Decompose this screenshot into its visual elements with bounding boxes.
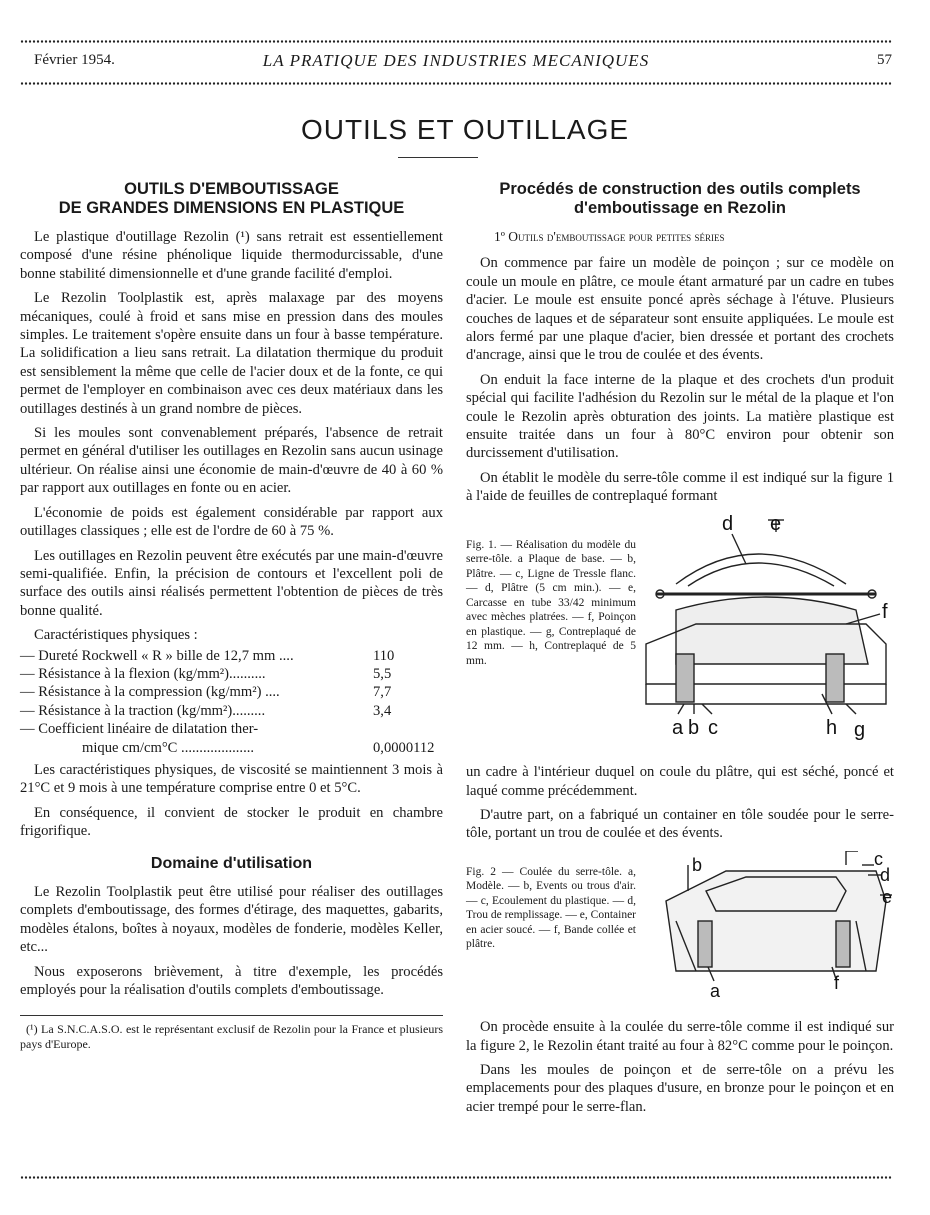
- header-journal: LA PRATIQUE DES INDUSTRIES MECANIQUES: [262, 51, 650, 70]
- fig1-letter: a: [672, 716, 684, 739]
- figure-1: [466, 514, 894, 751]
- paragraph: Le plastique d'outillage Rezolin (¹) sans retrait est essentiellement composé d'une résine phénolique liquide thermodurcissable, d'une bonne stabilité dimensionnelle et d'une grande facilité d'emploi.: [20, 229, 443, 282]
- paragraph: Nous exposerons brièvement, à titre d'exemple, les procédés employés pour la réalisation d'outils complets d'emboutissage.: [20, 963, 443, 999]
- fig2-letter: a: [710, 980, 721, 1001]
- page-header: [20, 52, 892, 74]
- fig2-letter: c: [874, 850, 883, 869]
- spec-value: 0,0000112: [373, 739, 435, 756]
- fig2-letter: b: [692, 854, 703, 875]
- paragraph: Si les moules sont convenablement préparés, l'absence de retrait permet en général d'utiliser les outillages en Rezolin sans aucun usinage ultérieur. On réalise ainsi une économie de main-d'œuvre de 40 à 60 % par rapport aux outillages en fonte ou en acier.: [20, 425, 443, 497]
- right-column: [466, 180, 894, 1122]
- spec-label: mique cm/cm°C ....................: [82, 739, 255, 756]
- spec-row: [20, 702, 443, 720]
- figure-1-illustration: [636, 514, 894, 751]
- spec-value: 7,7: [373, 684, 392, 701]
- specs-title: Caractéristiques physiques :: [34, 627, 198, 644]
- subsection-title: 1º Outils d'emboutissage pour petites séries: [494, 229, 725, 244]
- fig1-letter: g: [854, 718, 866, 741]
- paragraph: On enduit la face interne de la plaque et des crochets d'un produit spécial qui facilite l'adhésion du Rezolin sur le métal de la plaque et l'on coule le Rezolin après obturation des joints. La matière plastique est ensuite traitée dans un four à 80°C environ pour obtenir son durcissement d'utilisation.: [466, 371, 894, 462]
- footnote-rule: [20, 1015, 443, 1016]
- spec-value: [373, 720, 443, 738]
- right-article-title: [466, 180, 894, 218]
- paragraph: En conséquence, il convient de stocker le produit en chambre frigorifique.: [20, 804, 443, 840]
- figure-2: [466, 851, 894, 1006]
- spec-row: [20, 720, 443, 738]
- fig2-letter: d: [880, 864, 891, 885]
- spec-label: — Coefficient linéaire de dilatation ther-: [20, 721, 259, 738]
- spec-value: 3,4: [373, 702, 392, 719]
- paragraph: Le Rezolin Toolplastik peut être utilisé pour réaliser des outillages complets d'emboutissage, des formes d'étirage, des maquettes, gabarits, modèles étalons, boîtes à noyaux, modèles de fonderie, modèles Keller, etc...: [20, 884, 443, 956]
- bottom-dotted-rule: [20, 1176, 892, 1179]
- header-date: Février 1954.: [34, 52, 115, 68]
- figure-1-caption: Fig. 1. — Réalisation du modèle du serre-tôle. a Plaque de base. — b, Plâtre. — c, Ligne de Tressle flanc. — d, Plâtre (5 cm min.). — e, Carcasse en tube 33/42 minimum avec mèches platrées. — f, Poinçon en plastique. — g, Contreplaqué de 12 mm. — h, Contreplaqué de 5 mm.: [466, 538, 636, 667]
- spec-label: — Dureté Rockwell « R » bille de 12,7 mm ....: [20, 647, 294, 664]
- paragraph: D'autre part, on a fabriqué un container en tôle soudée pour le serre-tôle, portant un trou de coulée et des évents.: [466, 806, 894, 842]
- paragraph: Dans les moules de poinçon et de serre-tôle on a prévu les emplacements pour des plaques d'usure, en bronze pour le poinçon et en acier trempé pour le serre-flan.: [466, 1061, 894, 1115]
- fig1-letter: d: [722, 513, 734, 535]
- right-title-line1: Procédés de construction des outils complets: [499, 180, 861, 198]
- fig2-letter: f: [834, 972, 840, 993]
- figure-1-drawing: [636, 514, 894, 746]
- right-title-line2: d'emboutissage en Rezolin: [573, 199, 787, 217]
- left-column: [20, 180, 443, 1052]
- fig1-letter: f: [882, 600, 888, 623]
- spec-label: — Résistance à la traction (kg/mm²).........: [20, 702, 266, 719]
- header-dotted-rule: [20, 82, 892, 85]
- paragraph: un cadre à l'intérieur duquel on coule du plâtre, qui est séché, poncé et laqué comme précédemment.: [466, 764, 894, 799]
- title-rule: [398, 157, 478, 158]
- top-dotted-rule: [20, 40, 892, 43]
- main-title: OUTILS ET OUTILLAGE: [300, 114, 630, 145]
- spec-row: [20, 683, 443, 701]
- spec-value: 5,5: [373, 665, 392, 682]
- paragraph: L'économie de poids est également considérable par rapport aux outillages classiques ; elle est de l'ordre de 60 à 75 %.: [20, 504, 443, 540]
- spec-row: [20, 665, 443, 683]
- fig1-letter: c: [708, 716, 718, 739]
- paragraph: Le Rezolin Toolplastik est, après malaxage par des moyens mécaniques, coulé à froid et sans mise en pression dans des moules simples. Le traitement s'opère ensuite dans un four à basse température. La solidification a lieu sans retrait. La dilatation thermique du produit est sensiblement la même que celle de l'acier doux et de la fonte, ce qui permet de l'employer en combinaison avec ces deux matériaux dans les outillages destinés à un grand nombre de pièces.: [20, 290, 443, 417]
- specs-list: [20, 647, 443, 757]
- article-title-line2: DE GRANDES DIMENSIONS EN PLASTIQUE: [58, 199, 405, 217]
- paragraph: Les outillages en Rezolin peuvent être exécutés par une main-d'œuvre semi-qualifiée. Enfin, la précision de contours et l'excellent poli de surface des outils ainsi réalisés permettent l'obtention de pièces de très bonne qualité.: [20, 547, 443, 619]
- spec-value: 110: [373, 647, 395, 664]
- article-title: [20, 180, 443, 218]
- fig1-letter: h: [826, 716, 838, 739]
- spec-row: [20, 739, 443, 757]
- figure-2-caption: Fig. 2 — Coulée du serre-tôle. a, Modèle. — b, Events ou trous d'air. — c, Ecoulement du plastique. — d, Trou de remplissage. — e, Container en acier soucé. — f, Bande collée et plâtre.: [466, 865, 636, 951]
- page-number: 57: [877, 52, 892, 68]
- section-title: Domaine d'utilisation: [150, 854, 313, 872]
- spec-label: — Résistance à la flexion (kg/mm²)..........: [20, 665, 266, 682]
- fig1-letter: e: [770, 513, 782, 535]
- footnote: (¹) La S.N.C.A.S.O. est le représentant exclusif de Rezolin pour la France et plusieurs pays d'Europe.: [20, 1022, 443, 1052]
- paragraph: On procède ensuite à la coulée du serre-tôle comme il est indiqué sur la figure 2, le Rezolin étant traité au four à 82°C comme pour le poinçon.: [466, 1019, 894, 1054]
- fig1-letter: b: [688, 716, 700, 739]
- article-title-line1: OUTILS D'EMBOUTISSAGE: [124, 180, 339, 198]
- spec-row: [20, 647, 443, 665]
- paragraph: On établit le modèle du serre-tôle comme il est indiqué sur la figure 1 à l'aide de feuilles de contreplaqué formant: [466, 469, 894, 505]
- figure-2-drawing: [636, 851, 894, 1001]
- figure-2-illustration: [636, 851, 894, 1006]
- paragraph: On commence par faire un modèle de poinçon ; sur ce modèle on coule un moule en plâtre, ce moule étant armaturé par un cadre en tubes d'acier. Le moule est ensuite poncé après séchage à l'étuve. Plusieurs couches de laques et de séparateur sont ensuite appliquées. Le moule est alors fermé par une plaque d'acier, bien dressée et portant des crochets d'ancrage, ainsi que le trou de coulée et des évents.: [466, 255, 894, 364]
- paragraph: Les caractéristiques physiques, de viscosité se maintiennent 3 mois à 21°C et 9 mois à une température comprise entre 0 et 5°C.: [20, 761, 443, 797]
- spec-label: — Résistance à la compression (kg/mm²) ....: [20, 684, 280, 701]
- fig2-letter: e: [882, 886, 893, 907]
